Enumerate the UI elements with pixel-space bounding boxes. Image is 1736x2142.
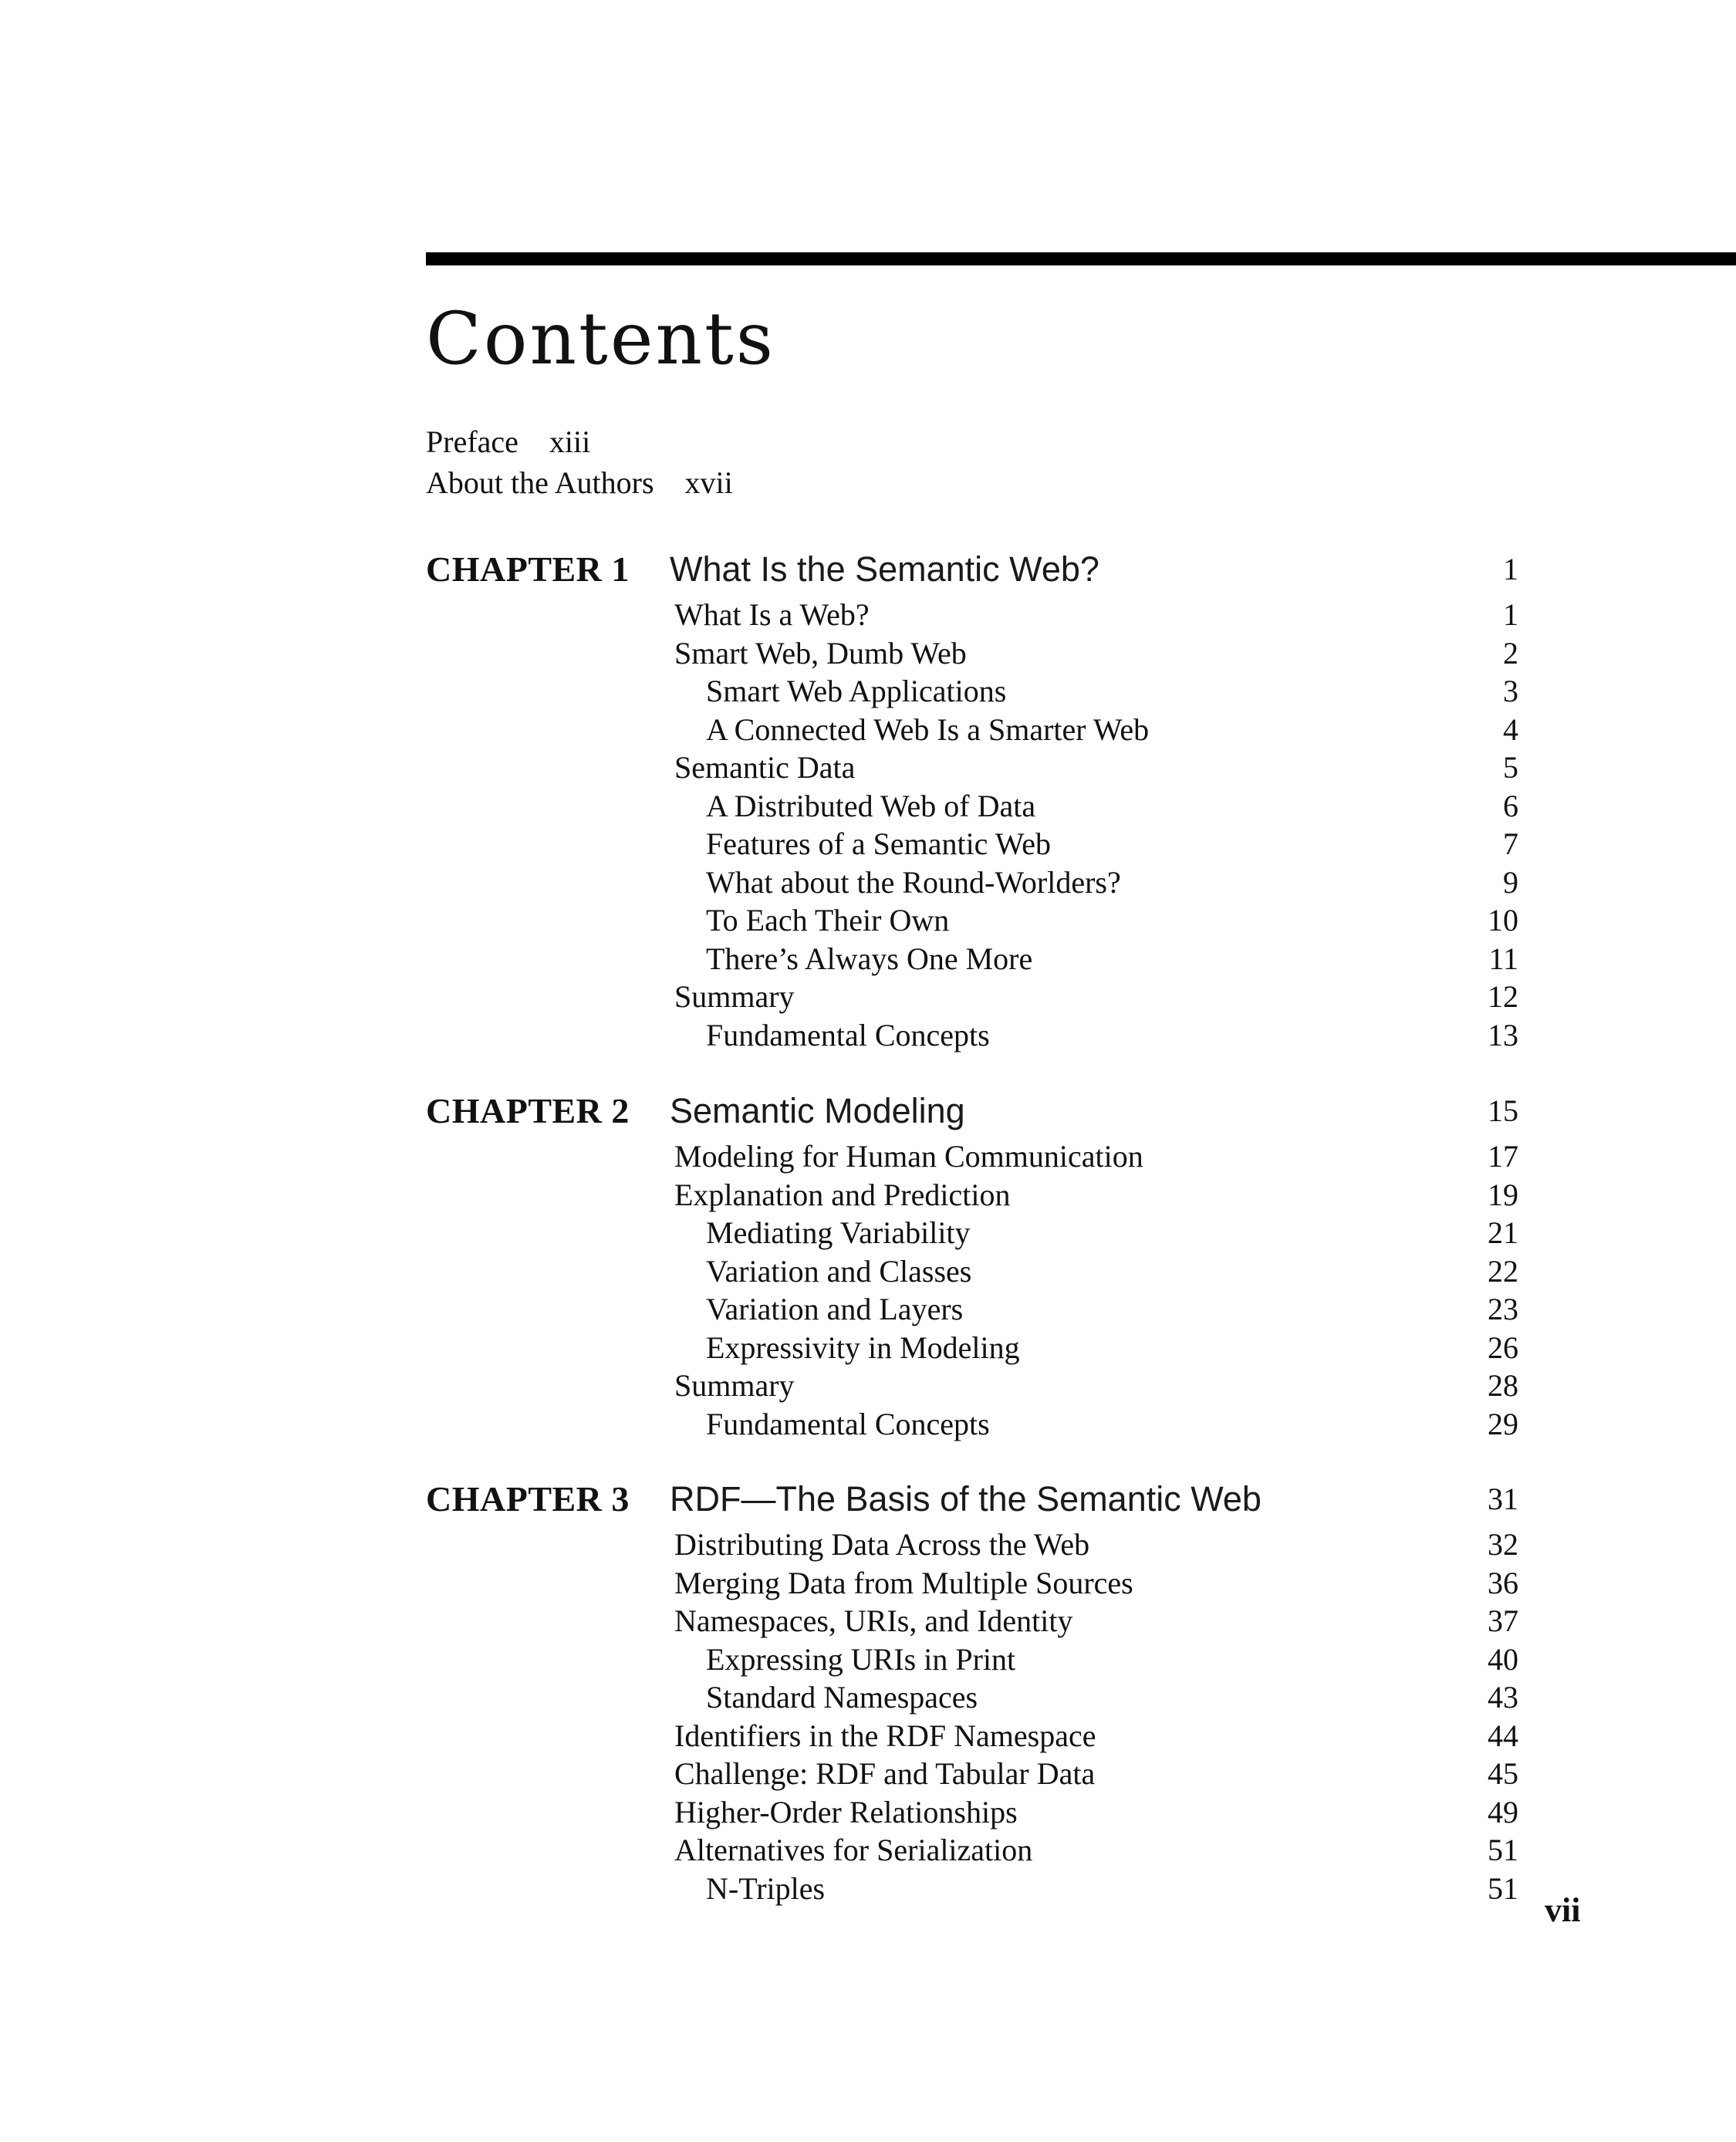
toc-entry[interactable] <box>426 634 1518 673</box>
toc-entry-title: Merging Data from Multiple Sources <box>674 1565 1133 1600</box>
toc-entry-page: 51 <box>1488 1870 1518 1906</box>
toc-entry-title: Fundamental Concepts <box>706 1017 990 1052</box>
toc-entry-page: 51 <box>1488 1833 1518 1868</box>
toc-entry[interactable] <box>426 1640 1518 1679</box>
toc-entry[interactable] <box>426 1137 1518 1176</box>
toc-entry-page: 29 <box>1488 1406 1518 1441</box>
toc-entry-title: Summary <box>674 1368 795 1404</box>
toc-entry-page: 40 <box>1488 1641 1518 1677</box>
toc-entry[interactable] <box>426 787 1518 826</box>
toc-entry[interactable] <box>426 1525 1518 1564</box>
toc-entry-title: Identifiers in the RDF Namespace <box>674 1718 1096 1753</box>
toc-entry-page: 49 <box>1488 1794 1518 1829</box>
toc-entry-title: Summary <box>674 979 795 1015</box>
toc-entry-title: Variation and Layers <box>706 1292 964 1327</box>
toc-entry-page: 10 <box>1488 903 1518 938</box>
toc-entry-title: Mediating Variability <box>706 1215 971 1251</box>
toc-entry-page: 32 <box>1488 1527 1518 1563</box>
top-rule <box>426 252 1736 265</box>
toc-entry-page: 21 <box>1488 1215 1518 1251</box>
chapter-label: CHAPTER 2 <box>426 1091 630 1130</box>
toc-entry[interactable] <box>426 596 1518 634</box>
toc-entry-page: 11 <box>1488 941 1518 976</box>
toc-entry-title: Standard Namespaces <box>706 1680 978 1715</box>
toc-entry-title: Modeling for Human Communication <box>674 1139 1143 1174</box>
toc-entry-page: 36 <box>1488 1565 1518 1600</box>
toc-entry-page: 7 <box>1503 826 1518 862</box>
page-folio: vii <box>1545 1891 1581 1929</box>
toc-entry-title: Smart Web Applications <box>706 674 1007 709</box>
toc-entry[interactable] <box>426 1214 1518 1252</box>
toc-entry[interactable] <box>426 672 1518 711</box>
toc-entry-page: 45 <box>1488 1756 1518 1792</box>
toc-entry-page: 6 <box>1503 788 1518 823</box>
toc-entry-title: Expressivity in Modeling <box>706 1329 1020 1365</box>
toc-entry-title: Explanation and Prediction <box>674 1177 1011 1212</box>
toc-entry-page: 44 <box>1488 1718 1518 1753</box>
toc-entry-page: 2 <box>1503 635 1518 671</box>
toc-entry-title: What about the Round-Worlders? <box>706 864 1121 900</box>
toc-entry-title: Variation and Classes <box>706 1253 972 1289</box>
toc-entry[interactable] <box>426 825 1518 863</box>
toc-entry-title: Semantic Data <box>674 750 856 786</box>
chapter-1 <box>426 546 1518 1054</box>
chapter-entries <box>426 1525 1518 1907</box>
toc-entry-page: 23 <box>1488 1292 1518 1327</box>
toc-entry-page: 22 <box>1488 1253 1518 1289</box>
toc-entry-page: 1 <box>1503 597 1518 633</box>
toc-entry-page: 19 <box>1488 1177 1518 1212</box>
front-matter-page: xiii <box>549 424 591 459</box>
toc-entry-title: Higher-Order Relationships <box>674 1794 1018 1829</box>
toc-entry-title: N-Triples <box>706 1870 826 1906</box>
toc-entry[interactable] <box>426 1329 1518 1367</box>
toc-entry[interactable] <box>426 940 1518 978</box>
front-matter-label: About the Authors <box>426 465 654 500</box>
toc-entry-page: 5 <box>1503 750 1518 786</box>
toc-entry-page: 37 <box>1488 1603 1518 1639</box>
toc-entry[interactable] <box>426 1252 1518 1291</box>
toc-entry[interactable] <box>426 1602 1518 1640</box>
toc-entry[interactable] <box>426 1793 1518 1832</box>
chapter-heading[interactable] <box>426 546 1518 593</box>
toc-entry-page: 43 <box>1488 1680 1518 1715</box>
front-matter-item-about-the-authors[interactable] <box>426 462 733 503</box>
chapter-page-number: 15 <box>1488 1093 1518 1128</box>
toc-entry-page: 26 <box>1488 1329 1518 1365</box>
page-title: Contents <box>426 297 776 381</box>
chapter-title: RDF—The Basis of the Semantic Web <box>670 1479 1261 1519</box>
toc-entry-title: There’s Always One More <box>706 941 1033 976</box>
front-matter-label: Preface <box>426 424 518 459</box>
chapter-heading[interactable] <box>426 1476 1518 1522</box>
toc-entry-title: What Is a Web? <box>674 597 870 633</box>
toc-entry-page: 28 <box>1488 1368 1518 1404</box>
toc-entry[interactable] <box>426 1755 1518 1793</box>
toc-entry-title: Alternatives for Serialization <box>674 1833 1033 1868</box>
chapter-title: Semantic Modeling <box>670 1091 965 1130</box>
chapter-entries <box>426 596 1518 1054</box>
toc-entry[interactable] <box>426 1678 1518 1717</box>
toc-entry-title: Namespaces, URIs, and Identity <box>674 1603 1073 1639</box>
toc-entry-page: 12 <box>1488 979 1518 1015</box>
chapter-page-number: 31 <box>1488 1481 1518 1516</box>
toc-entry[interactable] <box>426 901 1518 940</box>
chapter-heading[interactable] <box>426 1088 1518 1134</box>
toc-entry-page: 13 <box>1488 1017 1518 1052</box>
toc-entry-page: 3 <box>1503 674 1518 709</box>
chapter-label: CHAPTER 3 <box>426 1479 630 1519</box>
chapter-label: CHAPTER 1 <box>426 549 630 589</box>
toc-entry[interactable] <box>426 1290 1518 1329</box>
toc-entry-title: Features of a Semantic Web <box>706 826 1052 862</box>
front-matter-page: xvii <box>684 465 733 500</box>
front-matter-item-preface[interactable] <box>426 421 733 462</box>
toc-entry[interactable] <box>426 748 1518 787</box>
toc-entry[interactable] <box>426 1870 1518 1908</box>
toc-entry-page: 9 <box>1503 864 1518 900</box>
chapter-page-number: 1 <box>1503 552 1518 586</box>
toc-entry[interactable] <box>426 1564 1518 1603</box>
toc-entry[interactable] <box>426 1831 1518 1870</box>
toc-entry[interactable] <box>426 1367 1518 1405</box>
toc-entry[interactable] <box>426 1405 1518 1444</box>
toc-entry-title: Challenge: RDF and Tabular Data <box>674 1756 1096 1792</box>
toc-entry[interactable] <box>426 711 1518 749</box>
toc-entry-title: Smart Web, Dumb Web <box>674 635 967 671</box>
chapter-2 <box>426 1088 1518 1443</box>
toc-entry-title: To Each Their Own <box>706 903 950 938</box>
toc-entry[interactable] <box>426 1717 1518 1755</box>
toc-entry-page: 17 <box>1488 1139 1518 1174</box>
chapter-title: What Is the Semantic Web? <box>670 549 1099 589</box>
toc-entry-title: A Distributed Web of Data <box>706 788 1036 823</box>
toc-entry-title: Expressing URIs in Print <box>706 1641 1016 1677</box>
toc-entry-title: Fundamental Concepts <box>706 1406 990 1441</box>
chapter-entries <box>426 1137 1518 1443</box>
toc-entry-title: Distributing Data Across the Web <box>674 1527 1090 1563</box>
toc-entry-title: A Connected Web Is a Smarter Web <box>706 711 1150 747</box>
toc-entry[interactable] <box>426 1176 1518 1215</box>
toc-entry[interactable] <box>426 978 1518 1016</box>
toc-entry-page: 4 <box>1503 711 1518 747</box>
toc-entry[interactable] <box>426 863 1518 902</box>
front-matter <box>426 421 733 503</box>
toc-entry[interactable] <box>426 1016 1518 1055</box>
chapter-3 <box>426 1476 1518 1907</box>
